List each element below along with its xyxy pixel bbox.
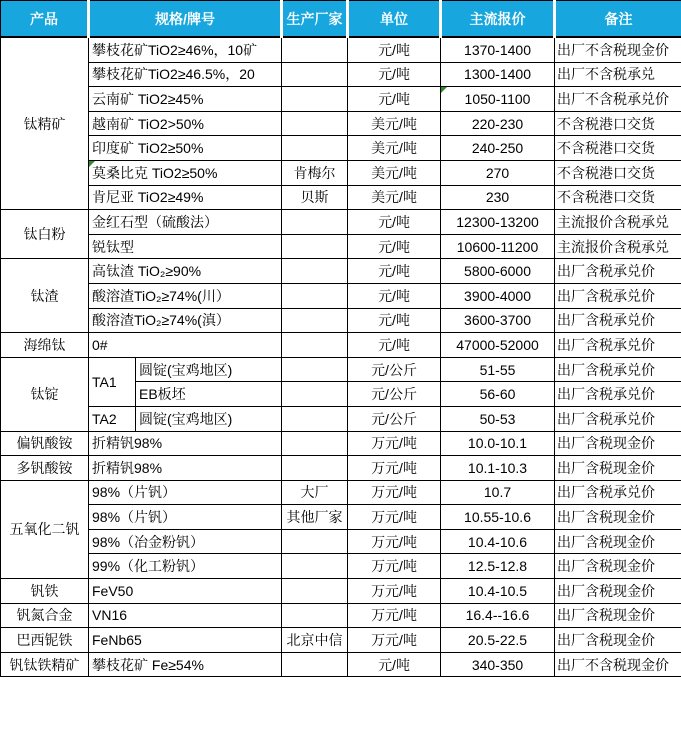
cell-product: 钒铁 (1, 579, 89, 604)
cell-product: 巴西铌铁 (1, 628, 89, 653)
cell-unit: 元/吨 (348, 259, 441, 284)
cell-manufacturer (282, 652, 348, 677)
cell-unit: 美元/吨 (348, 160, 441, 185)
cell-note: 不含税港口交货 (555, 185, 681, 210)
cell-product: 偏钒酸铵 (1, 431, 89, 456)
cell-unit: 元/吨 (348, 62, 441, 87)
cell-note: 出厂不含税承兑价 (555, 87, 681, 112)
table-header (1, 1, 681, 38)
cell-unit: 元/公斤 (348, 357, 441, 382)
table-row (1, 234, 681, 259)
header-row (1, 1, 681, 38)
cell-product: 多钒酸铵 (1, 456, 89, 481)
cell-product: 钒钛铁精矿 (1, 652, 89, 677)
cell-product: 钒氮合金 (1, 603, 89, 628)
cell-spec: 高钛渣 TiO₂≥90% (89, 259, 282, 284)
cell-spec: FeNb65 (89, 628, 282, 653)
cell-unit: 万元/吨 (348, 628, 441, 653)
table-row (1, 529, 681, 554)
cell-unit: 元/吨 (348, 652, 441, 677)
cell-manufacturer: 其他厂家 (282, 505, 348, 530)
cell-product: 钛白粉 (1, 210, 89, 259)
cell-unit: 元/吨 (348, 308, 441, 333)
cell-note: 出厂含税现金价 (555, 628, 681, 653)
cell-product: 海绵钛 (1, 333, 89, 358)
header-note: 备注 (555, 1, 681, 38)
cell-note: 出厂含税承兑价 (555, 480, 681, 505)
table-row (1, 62, 681, 87)
cell-price: 12300-13200 (441, 210, 555, 235)
cell-note: 不含税港口交货 (555, 111, 681, 136)
table-row (1, 210, 681, 235)
cell-note: 出厂含税现金价 (555, 431, 681, 456)
cell-manufacturer (282, 406, 348, 431)
cell-price (441, 87, 555, 112)
cell-price: 20.5-22.5 (441, 628, 555, 653)
cell-unit: 元/公斤 (348, 406, 441, 431)
cell-manufacturer (282, 357, 348, 382)
cell-unit: 美元/吨 (348, 136, 441, 161)
cell-unit: 元/吨 (348, 87, 441, 112)
cell-unit: 元/吨 (348, 283, 441, 308)
cell-spec-grade: TA2 (89, 406, 136, 431)
comment-marker-icon (441, 87, 447, 93)
cell-price: 50-53 (441, 406, 555, 431)
table-row (1, 652, 681, 677)
cell-note: 出厂含税承兑价 (555, 259, 681, 284)
cell-spec: 酸溶渣TiO₂≥74%(滇） (89, 308, 282, 333)
table-row (1, 136, 681, 161)
cell-spec: 攀枝花矿TiO2≥46%，10矿 (89, 37, 282, 62)
cell-price: 10.7 (441, 480, 555, 505)
cell-price: 16.4--16.6 (441, 603, 555, 628)
cell-price: 1370-1400 (441, 37, 555, 62)
cell-price: 10.1-10.3 (441, 456, 555, 481)
cell-manufacturer (282, 37, 348, 62)
table-row (1, 505, 681, 530)
cell-note: 出厂含税现金价 (555, 456, 681, 481)
cell-spec: 98%（冶金粉钒） (89, 529, 282, 554)
cell-price: 47000-52000 (441, 333, 555, 358)
cell-spec-grade: TA1 (89, 357, 136, 406)
table-row (1, 111, 681, 136)
cell-price: 10.4-10.6 (441, 529, 555, 554)
cell-manufacturer (282, 308, 348, 333)
table-row (1, 333, 681, 358)
table-row (1, 628, 681, 653)
cell-unit: 万元/吨 (348, 579, 441, 604)
cell-spec: 云南矿 TiO2≥45% (89, 87, 282, 112)
cell-manufacturer (282, 62, 348, 87)
cell-manufacturer (282, 579, 348, 604)
cell-note: 出厂含税承兑价 (555, 333, 681, 358)
table-row (1, 554, 681, 579)
cell-spec: 98%（片钒） (89, 505, 282, 530)
cell-spec: VN16 (89, 603, 282, 628)
cell-spec-form: 圆锭(宝鸡地区) (136, 406, 282, 431)
table-row (1, 579, 681, 604)
table-row (1, 283, 681, 308)
cell-spec: 锐钛型 (89, 234, 282, 259)
cell-manufacturer (282, 259, 348, 284)
cell-spec-text: 莫桑比克 TiO2≥50% (92, 164, 218, 181)
cell-price: 10.4-10.5 (441, 579, 555, 604)
cell-price: 10600-11200 (441, 234, 555, 259)
cell-note: 主流报价含税承兑 (555, 210, 681, 235)
cell-spec: 金红石型（硫酸法） (89, 210, 282, 235)
cell-note: 出厂含税现金价 (555, 554, 681, 579)
table-row (1, 480, 681, 505)
header-price: 主流报价 (441, 1, 555, 38)
cell-unit: 万元/吨 (348, 603, 441, 628)
cell-price: 230 (441, 185, 555, 210)
cell-manufacturer (282, 456, 348, 481)
cell-price: 240-250 (441, 136, 555, 161)
cell-manufacturer (282, 111, 348, 136)
cell-manufacturer (282, 382, 348, 407)
cell-manufacturer: 肯梅尔 (282, 160, 348, 185)
cell-spec: 99%（化工粉钒） (89, 554, 282, 579)
cell-price: 3600-3700 (441, 308, 555, 333)
cell-note: 出厂含税现金价 (555, 529, 681, 554)
table-row (1, 357, 681, 382)
cell-spec: 折精钒98% (89, 431, 282, 456)
table-row (1, 603, 681, 628)
cell-spec-form: 圆锭(宝鸡地区) (136, 357, 282, 382)
cell-unit: 元/吨 (348, 234, 441, 259)
table-row (1, 456, 681, 481)
cell-unit: 元/吨 (348, 210, 441, 235)
header-spec: 规格/牌号 (89, 1, 282, 38)
cell-product: 钛锭 (1, 357, 89, 431)
cell-product: 钛渣 (1, 259, 89, 333)
cell-unit: 万元/吨 (348, 505, 441, 530)
cell-note: 主流报价含税承兑 (555, 234, 681, 259)
table-row (1, 406, 681, 431)
cell-note: 不含税港口交货 (555, 136, 681, 161)
cell-manufacturer (282, 554, 348, 579)
cell-note: 出厂含税现金价 (555, 603, 681, 628)
cell-note: 出厂不含税现金价 (555, 652, 681, 677)
cell-manufacturer (282, 136, 348, 161)
cell-unit: 万元/吨 (348, 529, 441, 554)
cell-price: 12.5-12.8 (441, 554, 555, 579)
cell-manufacturer (282, 210, 348, 235)
comment-marker-icon (89, 161, 95, 167)
cell-unit: 万元/吨 (348, 480, 441, 505)
cell-note: 出厂不含税现金价 (555, 37, 681, 62)
cell-price-text: 1050-1100 (464, 90, 531, 107)
cell-price: 1300-1400 (441, 62, 555, 87)
cell-manufacturer (282, 529, 348, 554)
cell-unit: 万元/吨 (348, 456, 441, 481)
cell-spec: FeV50 (89, 579, 282, 604)
cell-manufacturer: 大厂 (282, 480, 348, 505)
cell-spec: 印度矿 TiO2≥50% (89, 136, 282, 161)
cell-spec (89, 160, 282, 185)
cell-spec-form: EB板坯 (136, 382, 282, 407)
cell-product: 钛精矿 (1, 37, 89, 210)
cell-spec: 攀枝花矿TiO2≥46.5%，20 (89, 62, 282, 87)
cell-unit: 元/公斤 (348, 382, 441, 407)
cell-unit: 万元/吨 (348, 554, 441, 579)
cell-note: 出厂含税承兑价 (555, 382, 681, 407)
cell-price: 10.55-10.6 (441, 505, 555, 530)
cell-spec: 肯尼亚 TiO2≥49% (89, 185, 282, 210)
cell-manufacturer (282, 234, 348, 259)
cell-price: 5800-6000 (441, 259, 555, 284)
cell-note: 出厂含税承兑价 (555, 283, 681, 308)
cell-note: 出厂含税承兑价 (555, 357, 681, 382)
cell-price: 340-350 (441, 652, 555, 677)
table-row (1, 308, 681, 333)
cell-manufacturer: 北京中信 (282, 628, 348, 653)
header-unit: 单位 (348, 1, 441, 38)
cell-spec: 98%（片钒） (89, 480, 282, 505)
header-manufacturer: 生产厂家 (282, 1, 348, 38)
cell-manufacturer (282, 283, 348, 308)
cell-spec: 0# (89, 333, 282, 358)
table-row (1, 259, 681, 284)
cell-unit: 美元/吨 (348, 185, 441, 210)
table-row (1, 185, 681, 210)
cell-price: 10.0-10.1 (441, 431, 555, 456)
cell-product: 五氧化二钒 (1, 480, 89, 578)
cell-note: 不含税港口交货 (555, 160, 681, 185)
header-product: 产品 (1, 1, 89, 38)
cell-manufacturer (282, 431, 348, 456)
cell-price: 270 (441, 160, 555, 185)
cell-price: 51-55 (441, 357, 555, 382)
cell-note: 出厂含税承兑价 (555, 406, 681, 431)
cell-note: 出厂含税现金价 (555, 579, 681, 604)
cell-spec: 攀枝花矿 Fe≥54% (89, 652, 282, 677)
cell-note: 出厂含税承兑价 (555, 308, 681, 333)
cell-manufacturer (282, 333, 348, 358)
cell-manufacturer (282, 87, 348, 112)
cell-unit: 元/吨 (348, 333, 441, 358)
table-row (1, 160, 681, 185)
cell-spec: 酸溶渣TiO₂≥74%(川） (89, 283, 282, 308)
cell-spec: 折精钒98% (89, 456, 282, 481)
cell-note: 出厂含税现金价 (555, 505, 681, 530)
cell-unit: 万元/吨 (348, 431, 441, 456)
table-row (1, 87, 681, 112)
cell-manufacturer (282, 603, 348, 628)
table-row (1, 431, 681, 456)
cell-spec: 越南矿 TiO2>50% (89, 111, 282, 136)
cell-note: 出厂不含税承兑 (555, 62, 681, 87)
cell-unit: 美元/吨 (348, 111, 441, 136)
cell-manufacturer: 贝斯 (282, 185, 348, 210)
cell-price: 3900-4000 (441, 283, 555, 308)
cell-unit: 元/吨 (348, 37, 441, 62)
cell-price: 220-230 (441, 111, 555, 136)
table-row (1, 37, 681, 62)
cell-price: 56-60 (441, 382, 555, 407)
